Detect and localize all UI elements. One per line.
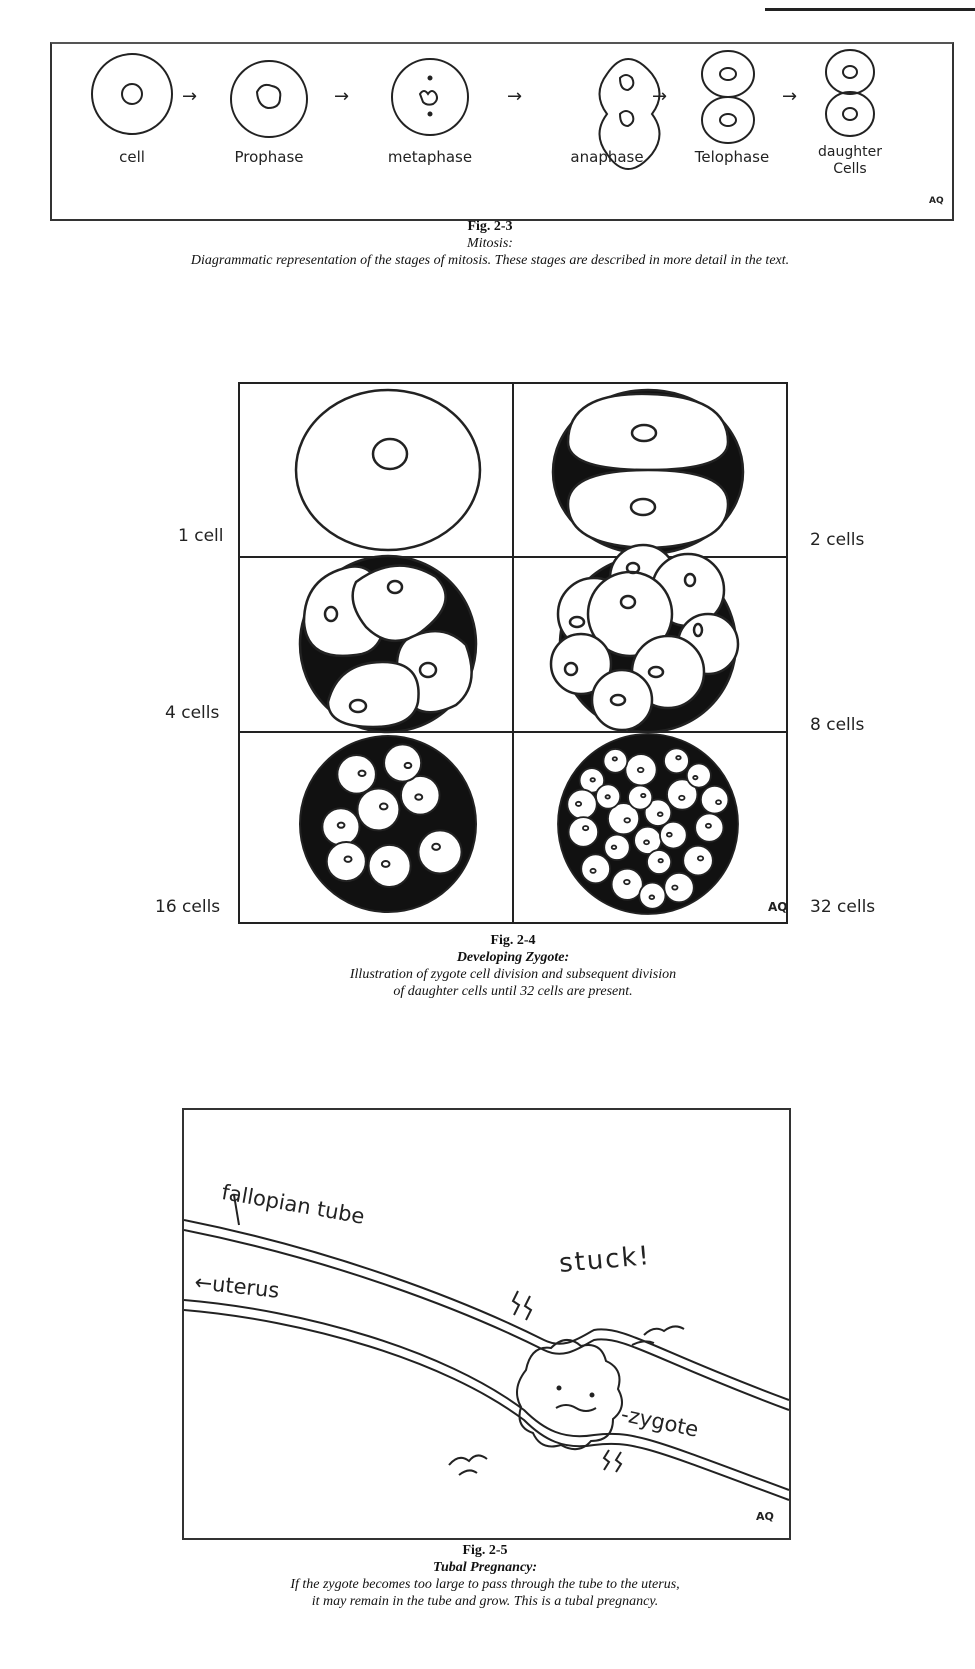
stage-label-metaphase: metaphase [387,148,473,166]
label-fallopian-tube: fallopian tube [219,1180,367,1229]
fig24-number: Fig. 2-4 [490,933,536,948]
label-zygote: -zygote [619,1402,701,1442]
fig24-name: Developing Zygote: [456,950,570,965]
fig24-caption [238,932,788,1000]
blastomere [687,763,711,787]
blastomere [628,785,652,809]
blastomere [625,754,656,785]
blastomere [596,784,620,808]
label-uterus: ←uterus [193,1270,281,1303]
blastomere [384,744,421,781]
fig25-number: Fig. 2-5 [462,1543,508,1558]
fig23-name: Mitosis: [467,236,513,251]
label-stuck: stuck! [557,1241,653,1279]
stage-label-prophase: Prophase [234,148,304,166]
stage-label-telophase: Telophase [694,148,770,166]
blastomere [337,755,376,794]
fig25-text-line2: it may remain in the tube and grow. This is a tubal pregnancy. [311,1594,659,1609]
blastomere [418,830,461,873]
arrow-3: → [507,86,523,107]
fig25-name: Tubal Pregnancy: [432,1560,538,1575]
arrow-5: → [782,86,798,107]
label-16-cells: 16 cells [155,897,221,917]
arrow-4: → [652,86,668,107]
label-1-cell: 1 cell [178,526,224,546]
label-2-cells: 2 cells [810,530,865,550]
label-4-cells: 4 cells [165,703,220,723]
fig24-text-line2: of daughter cells until 32 cells are present. [393,984,633,999]
blastomere [569,817,599,847]
tubal-pregnancy-diagram [182,1108,791,1540]
blastomere [660,822,687,849]
sixteen-cell-cluster [300,736,476,912]
label-32-cells: 32 cells [810,897,876,917]
fig24-signature: AQ [768,900,788,914]
blastomere [701,786,729,814]
blastomere [664,873,693,902]
tubal-pregnancy-drawing [184,1110,789,1538]
fig23-number: Fig. 2-3 [467,219,513,234]
zygote-grid-drawing [238,382,788,924]
fig23-caption [40,218,940,269]
fig24-text-line1: Illustration of zygote cell division and subsequent division [349,967,677,982]
mitosis-diagram [50,42,954,221]
stage-label-cell: cell [119,148,145,166]
stage-label-daughter-cells: daughter Cells [818,144,882,177]
fig23-text: Diagrammatic representation of the stages of mitosis. These stages are described in more detail in the text. [190,253,790,268]
thirty-two-cell-cluster [558,734,738,914]
fig25-signature: AQ [756,1510,774,1523]
mitosis-drawing [52,44,952,219]
blastomere [664,748,689,773]
arrow-1: → [182,86,198,107]
fig25-text-line1: If the zygote becomes too large to pass through the tube to the uterus, [290,1577,680,1592]
stage-label-anaphase: anaphase [570,148,644,166]
page-top-rule [765,8,975,11]
developing-zygote-diagram [238,382,788,924]
arrow-2: → [334,86,350,107]
label-8-cells: 8 cells [810,715,865,735]
fig25-caption [150,1542,820,1610]
blastomere [357,788,399,830]
artist-signature: AQ [929,196,944,206]
